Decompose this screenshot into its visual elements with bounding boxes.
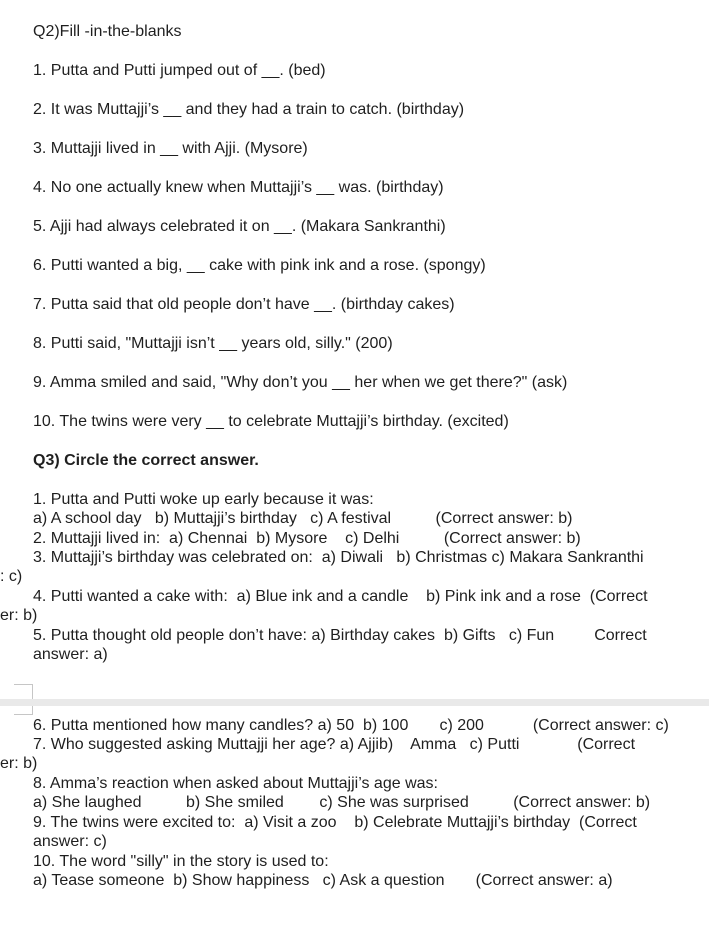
q3-line: a) A school day b) Muttajji’s birthday c) A festival (Correct answer: b) [33,510,573,527]
q3-line: answer: a) [33,646,108,663]
q3-line: answer: c) [33,833,107,850]
q2-item: 3. Muttajji lived in __ with Ajji. (Mysore) [33,140,308,157]
page-corner-mark [14,684,33,699]
q3-line: 9. The twins were excited to: a) Visit a zoo b) Celebrate Muttajji’s birthday (Correct [33,814,637,831]
q3-line: 5. Putta thought old people don’t have: a) Birthday cakes b) Gifts c) Fun Correct [33,627,647,644]
q3-line: 2. Muttajji lived in: a) Chennai b) Mysore c) Delhi (Correct answer: b) [33,530,581,547]
q3-title: Q3) Circle the correct answer. [33,452,259,469]
q3-line: 10. The word "silly" in the story is used to: [33,853,329,870]
q3-line-fragment: er: b) [0,755,38,772]
q2-item: 2. It was Muttajji’s __ and they had a train to catch. (birthday) [33,101,465,118]
q2-item: 8. Putti said, "Muttajji isn’t __ years old, silly." (200) [33,335,393,352]
q2-item: 5. Ajji had always celebrated it on __. (Makara Sankranthi) [33,218,446,235]
q2-title: Q2)Fill -in-the-blanks [33,23,182,40]
q3-line: 1. Putta and Putti woke up early because it was: [33,491,374,508]
q2-item: 10. The twins were very __ to celebrate Muttajji’s birthday. (excited) [33,413,509,430]
page-corner-mark [14,706,33,715]
q2-item: 7. Putta said that old people don’t have __. (birthday cakes) [33,296,455,313]
q2-item: 4. No one actually knew when Muttajji’s __ was. (birthday) [33,179,444,196]
q3-line: a) She laughed b) She smiled c) She was surprised (Correct answer: b) [33,794,651,811]
q2-item: 1. Putta and Putti jumped out of __. (bed) [33,62,326,79]
q3-line: a) Tease someone b) Show happiness c) Ask a question (Correct answer: a) [33,872,613,889]
q3-line: 7. Who suggested asking Muttajji her age? a) Ajjib) Amma c) Putti (Correct [33,736,636,753]
q3-line-fragment: er: b) [0,607,38,624]
page-break [0,699,709,706]
q2-item: 9. Amma smiled and said, "Why don’t you __ her when we get there?" (ask) [33,374,568,391]
q3-line: 8. Amma’s reaction when asked about Muttajji’s age was: [33,775,438,792]
q3-line: 6. Putta mentioned how many candles? a) 50 b) 100 c) 200 (Correct answer: c) [33,717,669,734]
q3-line-fragment: : c) [0,568,23,585]
q3-line: 3. Muttajji’s birthday was celebrated on: a) Diwali b) Christmas c) Makara Sankranthi [33,549,644,566]
q3-line: 4. Putti wanted a cake with: a) Blue ink and a candle b) Pink ink and a rose (Correct [33,588,648,605]
q2-item: 6. Putti wanted a big, __ cake with pink ink and a rose. (spongy) [33,257,486,274]
